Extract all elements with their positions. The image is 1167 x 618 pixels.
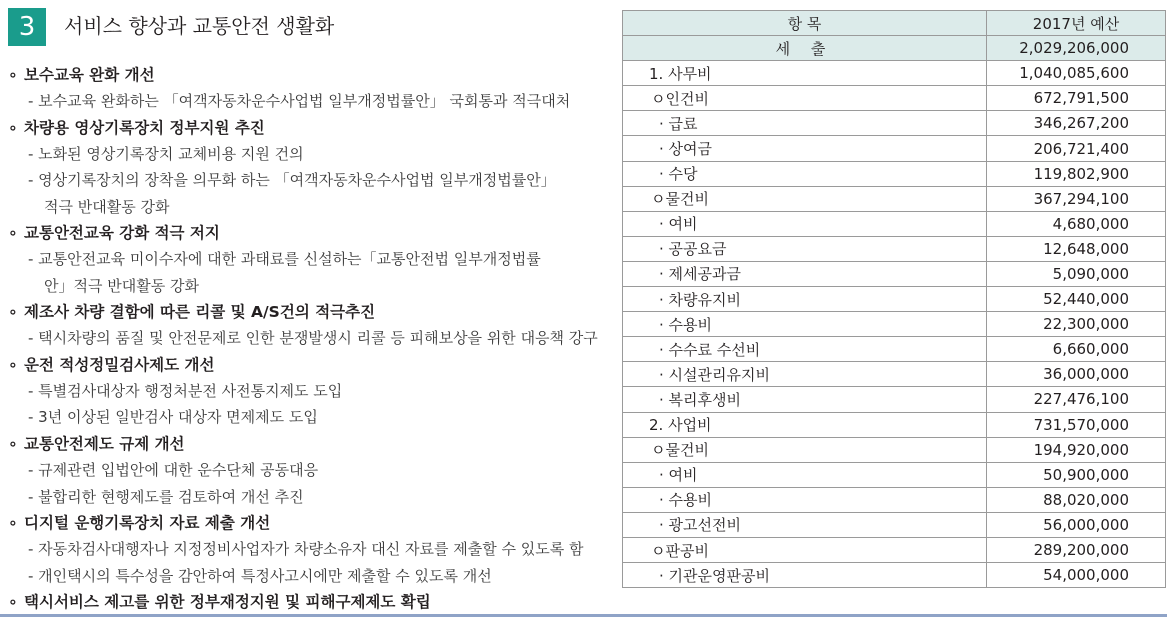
section-number: 3: [8, 8, 46, 46]
section-title: 서비스 향상과 교통안전 생활화: [64, 14, 335, 38]
row-label: · 기관운영판공비: [623, 563, 987, 588]
table-row: [623, 261, 1166, 286]
row-amount: 12,648,000: [987, 236, 1166, 261]
table-row: [623, 337, 1166, 362]
page-bottom-rule: [0, 614, 1167, 617]
row-amount: 227,476,100: [987, 387, 1166, 412]
table-row: [623, 236, 1166, 261]
table-row: [623, 362, 1166, 387]
heading-text: 교통안전제도 규제 개선: [24, 434, 185, 453]
heading-text: 제조사 차량 결함에 따른 리콜 및 A/S건의 적극추진: [24, 303, 376, 322]
row-label: ㅇ판공비: [623, 537, 987, 562]
row-amount: 5,090,000: [987, 261, 1166, 286]
table-row: [623, 563, 1166, 588]
row-label: · 수용비: [623, 312, 987, 337]
bullet-icon: ∘: [8, 355, 18, 374]
row-amount: 52,440,000: [987, 287, 1166, 312]
total-row: [623, 36, 1166, 61]
row-label: 2. 사업비: [623, 412, 987, 437]
table-row: [623, 287, 1166, 312]
bullet-icon: ∘: [8, 434, 18, 453]
sub-item: - 노화된 영상기록장치 교체비용 지원 건의: [28, 145, 304, 164]
section-heading: [8, 352, 608, 378]
row-label: · 복리후생비: [623, 387, 987, 412]
table-row: [623, 537, 1166, 562]
table-row: [623, 512, 1166, 537]
sub-item: - 개인택시의 특수성을 감안하여 특정사고시에만 제출할 수 있도록 개선: [28, 566, 492, 585]
sub-item: - 자동차검사대행자나 지정정비사업자가 차량소유자 대신 자료를 제출할 수 있도록 함: [28, 540, 584, 559]
row-amount: 88,020,000: [987, 487, 1166, 512]
row-amount: 6,660,000: [987, 337, 1166, 362]
heading-text: 운전 적성정밀검사제도 개선: [24, 355, 215, 374]
row-amount: 22,300,000: [987, 312, 1166, 337]
table-header-row: [623, 11, 1166, 36]
row-label: · 여비: [623, 211, 987, 236]
row-amount: 731,570,000: [987, 412, 1166, 437]
bullet-icon: ∘: [8, 224, 18, 243]
budget-table: [622, 10, 1166, 588]
heading-text: 디지털 운행기록장치 자료 제출 개선: [24, 513, 271, 532]
row-amount: 56,000,000: [987, 512, 1166, 537]
row-amount: 119,802,900: [987, 161, 1166, 186]
row-label: · 시설관리유지비: [623, 362, 987, 387]
table-row: [623, 387, 1166, 412]
table-row: [623, 136, 1166, 161]
row-amount: 346,267,200: [987, 111, 1166, 136]
row-amount: 206,721,400: [987, 136, 1166, 161]
table-row: [623, 186, 1166, 211]
row-label: · 수수료 수선비: [623, 337, 987, 362]
sub-item: - 영상기록장치의 장착을 의무화 하는 「여객자동차운수사업법 일부개정법률안」: [28, 171, 556, 190]
section-heading: [8, 589, 608, 615]
sub-item-continuation: 안」적극 반대활동 강화: [44, 276, 199, 295]
heading-text: 교통안전교육 강화 적극 저지: [24, 224, 220, 243]
section-heading: [8, 510, 608, 536]
row-label: ㅇ인건비: [623, 86, 987, 111]
sub-item: - 3년 이상된 일반검사 대상자 면제제도 도입: [28, 408, 318, 427]
table-row: [623, 61, 1166, 86]
row-label: 1. 사무비: [623, 61, 987, 86]
row-amount: 367,294,100: [987, 186, 1166, 211]
row-amount: 54,000,000: [987, 563, 1166, 588]
row-label: · 상여금: [623, 136, 987, 161]
heading-text: 차량용 영상기록장치 정부지원 추진: [24, 118, 265, 137]
bullet-icon: ∘: [8, 303, 18, 322]
sub-item: - 택시차량의 품질 및 안전문제로 인한 분쟁발생시 리콜 등 피해보상을 위한 대응책 강구: [28, 329, 598, 348]
table-row: [623, 211, 1166, 236]
row-label: · 수당: [623, 161, 987, 186]
sub-item: - 교통안전교육 미이수자에 대한 과태료를 신설하는「교통안전법 일부개정법률: [28, 250, 541, 269]
heading-text: 택시서비스 제고를 위한 정부재정지원 및 피해구제제도 확립: [24, 592, 431, 611]
table-row: [623, 86, 1166, 111]
table-row: [623, 161, 1166, 186]
sub-item-continuation: 적극 반대활동 강화: [44, 197, 170, 216]
row-label: ㅇ물건비: [623, 437, 987, 462]
row-label: ㅇ물건비: [623, 186, 987, 211]
table-row: [623, 462, 1166, 487]
sub-item: - 특별검사대상자 행정처분전 사전통지제도 도입: [28, 382, 343, 401]
total-amount: 2,029,206,000: [987, 36, 1166, 61]
table-row: [623, 437, 1166, 462]
sub-item: - 보수교육 완화하는 「여객자동차운수사업법 일부개정법률안」 국회통과 적극대처: [28, 92, 571, 111]
section-heading: [8, 431, 608, 457]
bullet-icon: ∘: [8, 592, 18, 611]
row-amount: 194,920,000: [987, 437, 1166, 462]
row-label: · 제세공과금: [623, 261, 987, 286]
row-amount: 50,900,000: [987, 462, 1166, 487]
row-amount: 1,040,085,600: [987, 61, 1166, 86]
row-label: · 여비: [623, 462, 987, 487]
sub-item: - 규제관련 입법안에 대한 운수단체 공동대응: [28, 461, 319, 480]
table-row: [623, 487, 1166, 512]
row-label: · 수용비: [623, 487, 987, 512]
section-heading: [8, 115, 608, 141]
row-label: · 광고선전비: [623, 512, 987, 537]
bullet-icon: ∘: [8, 118, 18, 137]
policy-list: [8, 62, 608, 615]
bullet-icon: ∘: [8, 513, 18, 532]
heading-text: 보수교육 완화 개선: [24, 66, 155, 84]
table-row: [623, 111, 1166, 136]
sub-item: - 불합리한 현행제도를 검토하여 개선 추진: [28, 487, 304, 506]
row-label: · 공공요금: [623, 236, 987, 261]
total-label: 세 출: [623, 36, 987, 61]
table-row: [623, 412, 1166, 437]
section-heading: [8, 220, 608, 246]
header-item: 항 목: [623, 11, 987, 36]
section-heading: [8, 62, 608, 88]
row-label: · 차량유지비: [623, 287, 987, 312]
row-amount: 36,000,000: [987, 362, 1166, 387]
row-amount: 289,200,000: [987, 537, 1166, 562]
header-budget: 2017년 예산: [987, 11, 1166, 36]
row-label: · 급료: [623, 111, 987, 136]
row-amount: 4,680,000: [987, 211, 1166, 236]
bullet-icon: ∘: [8, 66, 18, 84]
section-heading: [8, 299, 608, 325]
table-row: [623, 312, 1166, 337]
row-amount: 672,791,500: [987, 86, 1166, 111]
